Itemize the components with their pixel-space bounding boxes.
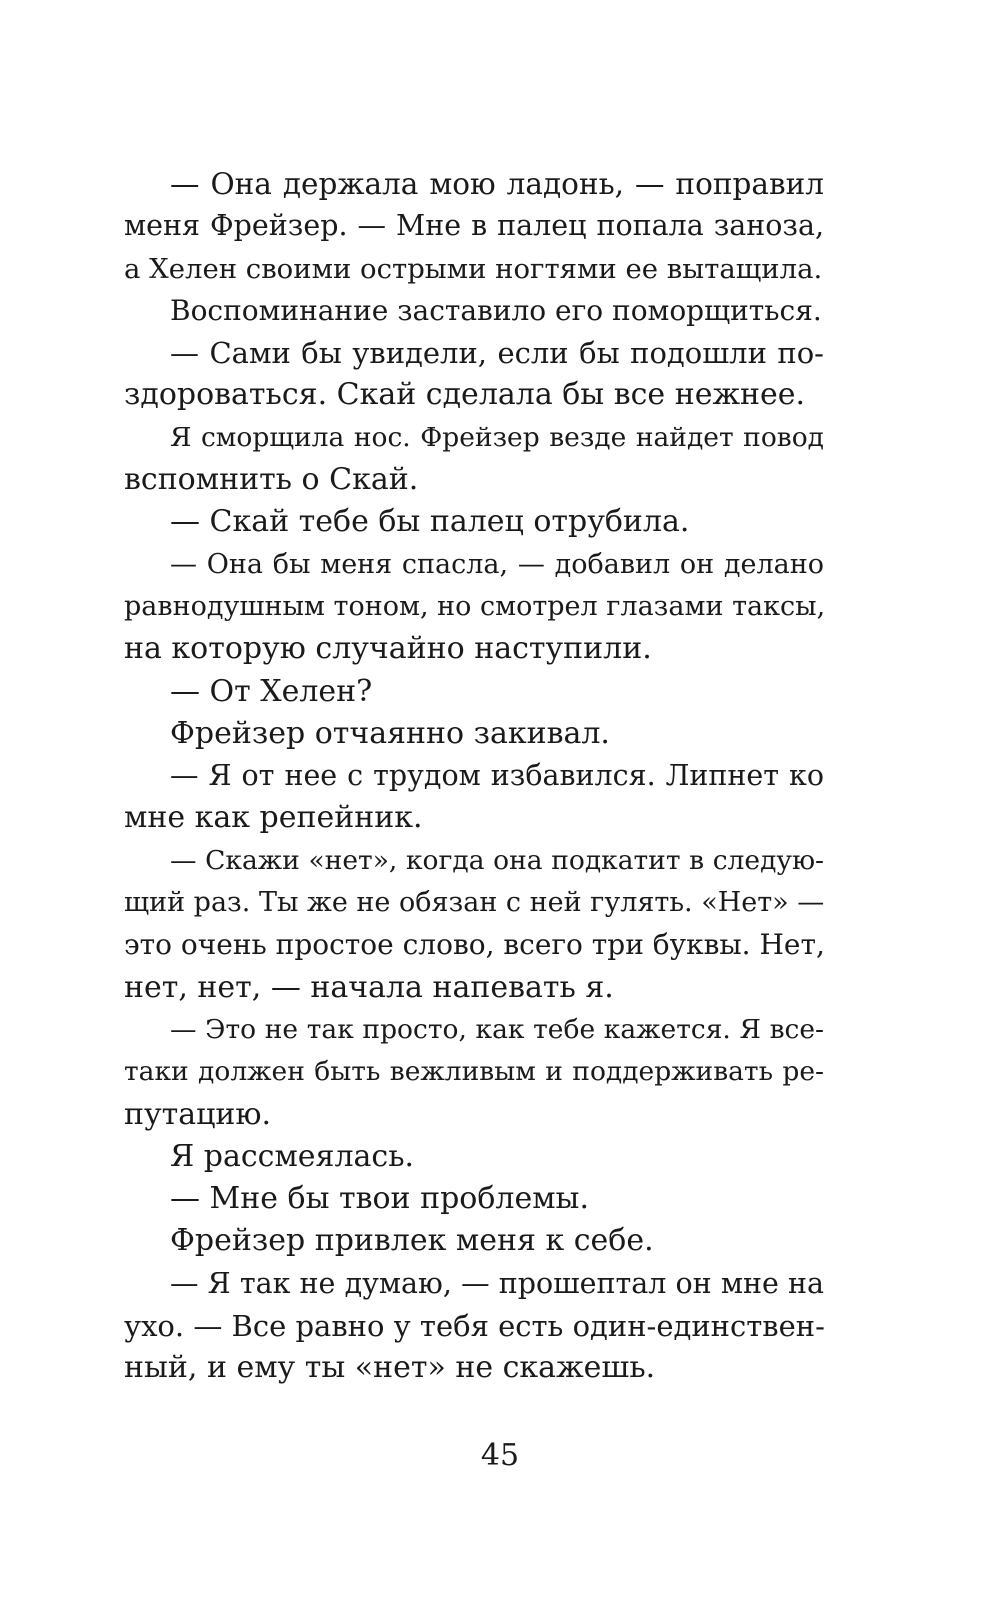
text-line: путацию.: [124, 1096, 272, 1132]
paragraph: [124, 1263, 824, 1390]
text-line: — Она бы меня спасла, — добавил он делано: [170, 548, 824, 580]
text-line: вспомнить о Скай.: [124, 462, 419, 498]
paragraph: [124, 501, 824, 543]
paragraph: [124, 544, 824, 671]
text-line: — Я так не думаю, — прошептал он мне на: [170, 1266, 824, 1300]
text-line: здороваться. Скай сделала бы все нежнее.: [124, 377, 806, 413]
text-line: Я сморщила нос. Фрейзер везде найдет повод: [170, 421, 824, 453]
paragraph: [124, 1220, 824, 1262]
text-line: — Это не так просто, как тебе кажется. Я все-: [170, 1013, 824, 1045]
text-line: на которую случайно наступили.: [124, 631, 652, 667]
text-line: — Мне бы твои проблемы.: [170, 1181, 589, 1217]
paragraph: [124, 163, 824, 290]
paragraph: [124, 1178, 824, 1220]
text-line: — От Хелен?: [170, 673, 373, 709]
paragraph: [124, 840, 824, 1009]
text-line: — Я от нее с трудом избавился. Липнет ко: [170, 759, 824, 793]
body-text: [124, 163, 824, 1390]
text-line: нет, нет, — начала напевать я.: [124, 969, 614, 1005]
text-line: ный, и ему ты «нет» не скажешь.: [124, 1350, 656, 1386]
text-line: ухо. — Все равно у тебя есть один-единствен-: [124, 1309, 825, 1344]
text-line: щий раз. Ты же не обязан с ней гулять. «Нет» —: [124, 887, 825, 919]
paragraph: [124, 417, 824, 502]
text-line: — Сами бы увидели, если бы подошли по-: [170, 336, 824, 371]
text-line: — Скажи «нет», когда она подкатит в следую-: [170, 844, 824, 876]
paragraph: [124, 713, 824, 755]
paragraph: [124, 1136, 824, 1178]
paragraph: [124, 332, 824, 417]
text-line: а Хелен своими острыми ногтями ее вытащила.: [124, 252, 823, 285]
text-line: Фрейзер привлек меня к себе.: [170, 1223, 654, 1259]
paragraph: [124, 1009, 824, 1136]
paragraph: [124, 290, 824, 332]
text-line: равнодушным тоном, но смотрел глазами таксы,: [124, 590, 826, 622]
text-line: Фрейзер отчаянно закивал.: [170, 715, 610, 751]
text-line: мне как репейник.: [124, 800, 423, 836]
paragraph: [124, 755, 824, 840]
page-number: 45: [480, 1438, 520, 1473]
text-line: — Она держала мою ладонь, — поправил: [170, 167, 824, 201]
text-line: Воспоминание заставило его поморщиться.: [170, 293, 822, 327]
text-line: Я рассмеялась.: [170, 1138, 415, 1174]
text-line: таки должен быть вежливым и поддерживать ре-: [124, 1056, 824, 1088]
paragraph: [124, 671, 824, 713]
text-line: это очень простое слово, всего три буквы. Нет,: [124, 928, 825, 962]
text-line: меня Фрейзер. — Мне в палец попала заноза,: [124, 209, 824, 243]
text-line: — Скай тебе бы палец отрубила.: [170, 504, 690, 540]
